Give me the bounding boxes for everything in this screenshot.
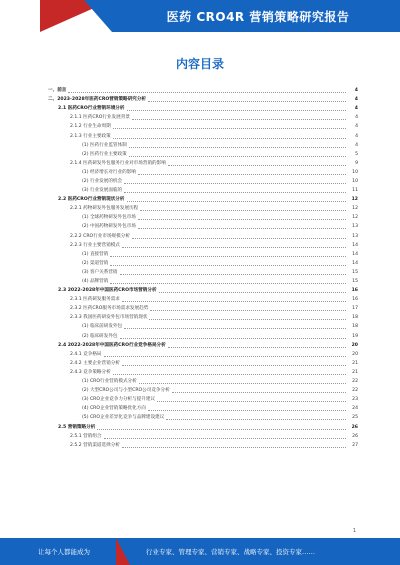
toc-entry[interactable] <box>48 404 358 413</box>
toc-entry[interactable] <box>48 332 358 341</box>
toc-entry-page: 18 <box>352 324 358 330</box>
toc-entry[interactable] <box>48 222 358 231</box>
toc-entry-page: 18 <box>352 315 358 321</box>
toc-entry-label: 2.1.4 医药研发外包服务行业对市场营销的影响 <box>70 160 166 166</box>
toc-leader-dots <box>168 165 346 166</box>
toc-leader-dots <box>132 238 346 239</box>
toc-entry-label: 2.2.3 行业主要营销模式 <box>70 242 120 248</box>
toc-entry[interactable] <box>48 386 358 395</box>
toc-entry[interactable] <box>48 350 358 359</box>
toc-entry-page: 4 <box>355 142 358 148</box>
toc-heading: 内容目录 <box>175 57 224 71</box>
toc-entry-label: 2.1.2 行业生命周期 <box>70 124 111 130</box>
toc-leader-dots <box>166 419 346 420</box>
toc-leader-dots <box>129 156 346 157</box>
toc-entry-page: 12 <box>352 215 358 221</box>
toc-entry[interactable] <box>48 204 358 213</box>
toc-entry-page: 23 <box>352 397 358 403</box>
toc-leader-dots <box>139 383 346 384</box>
toc-entry-label: (1) 医药行业监管体制 <box>82 142 127 148</box>
toc-entry-label: (3) 客户关系营销 <box>82 269 118 275</box>
toc-entry-label: (4) 品牌营销 <box>82 279 109 285</box>
toc-leader-dots <box>138 228 346 229</box>
toc-entry-label: 2.2 医药CRO行业营销现状分析 <box>58 197 125 203</box>
toc-leader-dots <box>159 292 346 293</box>
toc-leader-dots <box>127 201 347 202</box>
toc-leader-dots <box>120 274 346 275</box>
page-number: 1 <box>352 528 356 534</box>
toc-leader-dots <box>124 183 346 184</box>
toc-entry-page: 14 <box>352 260 358 266</box>
toc-entry[interactable] <box>48 213 358 222</box>
toc-entry-page: 12 <box>352 206 358 212</box>
toc-entry-label: (2) 大型CRO公司与小型CRO公司竞争分析 <box>82 388 170 394</box>
toc-entry[interactable] <box>48 86 358 95</box>
toc-entry-label: (1) 全球药物研发外包市场 <box>82 215 136 221</box>
toc-entry-label: 2.1 医药CRO行业营销环境分析 <box>58 106 125 112</box>
table-of-contents <box>48 86 358 450</box>
toc-leader-dots <box>104 438 346 439</box>
toc-entry[interactable] <box>48 377 358 386</box>
toc-entry-label: (3) CRO企业竞争力分析与提升建议 <box>82 397 156 403</box>
toc-entry[interactable] <box>48 341 358 350</box>
toc-entry-label: (5) CRO企业差异化竞争与品牌建设建议 <box>82 415 165 421</box>
report-title: 医药 CRO4R 营销策略研究报告 <box>166 10 350 24</box>
toc-leader-dots <box>168 347 346 348</box>
toc-entry[interactable] <box>48 113 358 122</box>
toc-entry-label: 2.2.2 CRO行业市场规模分析 <box>70 233 130 239</box>
toc-entry[interactable] <box>48 104 358 113</box>
toc-entry[interactable] <box>48 159 358 168</box>
toc-leader-dots <box>110 283 346 284</box>
toc-entry-label: 2.4.1 竞争格局 <box>70 351 102 357</box>
toc-entry-label: (4) CRO企业营销策略优化方向 <box>82 406 146 412</box>
toc-leader-dots <box>113 138 346 139</box>
toc-entry-page: 26 <box>351 424 358 430</box>
toc-leader-dots <box>124 328 346 329</box>
toc-entry[interactable] <box>48 186 358 195</box>
toc-entry[interactable] <box>48 141 358 150</box>
toc-entry-label: 2.3.1 医药研发服务需求 <box>70 297 120 303</box>
toc-leader-dots <box>122 247 346 248</box>
toc-entry-label: (2) 渠道营销 <box>82 260 109 266</box>
footer-red-accent <box>116 538 130 565</box>
toc-leader-dots <box>140 210 346 211</box>
toc-entry-page: 13 <box>352 224 358 230</box>
toc-entry-label: 二、2023-2028年医药CRO营销策略研究分析 <box>48 97 147 103</box>
toc-entry-page: 17 <box>352 306 358 312</box>
toc-entry[interactable] <box>48 232 358 241</box>
toc-entry-label: (2) 中国药物研发外包市场 <box>82 224 136 230</box>
toc-entry-page: 4 <box>354 88 358 94</box>
toc-entry-label: (2) 行业发展的机会 <box>82 178 123 184</box>
toc-entry-label: 2.1.1 医药CRO行业发展背景 <box>70 115 130 121</box>
toc-entry-page: 22 <box>352 388 358 394</box>
toc-entry-page: 21 <box>352 369 358 375</box>
toc-entry-label: (1) 临床前研发外包 <box>82 324 123 330</box>
toc-entry-label: 2.2.1 药物研发外包服务发展历程 <box>70 206 139 212</box>
toc-entry-page: 12 <box>351 197 358 203</box>
toc-entry-label: (1) CRO行业营销模式分析 <box>82 379 137 385</box>
toc-leader-dots <box>104 356 346 357</box>
toc-entry-page: 11 <box>352 188 358 194</box>
toc-leader-dots <box>132 119 346 120</box>
toc-entry-page: 21 <box>352 360 358 366</box>
toc-entry[interactable] <box>48 241 358 250</box>
toc-entry[interactable] <box>48 259 358 268</box>
toc-entry-page: 27 <box>352 442 358 448</box>
toc-entry[interactable] <box>48 150 358 159</box>
toc-entry[interactable] <box>48 195 358 204</box>
toc-entry-label: 一、前言 <box>48 88 67 94</box>
toc-leader-dots <box>149 319 346 320</box>
toc-entry[interactable] <box>48 168 358 177</box>
toc-leader-dots <box>150 310 346 311</box>
toc-entry-page: 16 <box>352 297 358 303</box>
toc-leader-dots <box>148 410 346 411</box>
toc-entry[interactable] <box>48 122 358 131</box>
page-header <box>0 0 400 32</box>
toc-entry-label: (2) 临床研发外包 <box>82 333 118 339</box>
toc-entry-page: 19 <box>352 333 358 339</box>
toc-entry-page: 24 <box>352 406 358 412</box>
toc-entry-page: 4 <box>354 106 358 112</box>
toc-leader-dots <box>122 365 346 366</box>
toc-entry[interactable] <box>48 295 358 304</box>
toc-entry-label: 2.4.2 主要企业营销分析 <box>70 360 120 366</box>
toc-entry-label: 2.4.3 竞争策略分析 <box>70 369 111 375</box>
toc-entry-label: 2.5 营销策略分析 <box>58 424 96 430</box>
toc-leader-dots <box>97 429 346 430</box>
toc-entry[interactable] <box>48 368 358 377</box>
toc-leader-dots <box>120 338 346 339</box>
toc-entry-label: 2.5.1 营销组合 <box>70 433 102 439</box>
toc-leader-dots <box>148 101 346 102</box>
toc-entry[interactable] <box>48 277 358 286</box>
toc-entry-label: 2.4 2022-2028年中国医药CRO行业竞争格局分析 <box>58 342 166 348</box>
toc-leader-dots <box>129 147 346 148</box>
toc-leader-dots <box>110 265 346 266</box>
toc-entry-label: (2) 医药行业主要政策 <box>82 151 127 157</box>
toc-entry[interactable] <box>48 422 358 431</box>
footer-slogan-left: 让每个人都能成为 <box>38 548 90 556</box>
toc-entry-page: 4 <box>355 133 358 139</box>
footer-slogan-right: 行业专家、管理专家、营销专家、战略专家、投资专家…… <box>146 548 315 556</box>
toc-entry[interactable] <box>48 441 358 450</box>
toc-entry-page: 10 <box>352 178 358 184</box>
toc-entry-page: 5 <box>355 151 358 157</box>
toc-entry-page: 20 <box>352 351 358 357</box>
toc-entry-label: 2.5.2 营销渠道选择分析 <box>70 442 120 448</box>
toc-entry-page: 26 <box>352 433 358 439</box>
toc-entry-page: 4 <box>355 124 358 130</box>
toc-leader-dots <box>157 401 346 402</box>
header-blue-slant <box>84 0 112 32</box>
toc-entry-page: 9 <box>355 160 358 166</box>
toc-entry-page: 10 <box>352 169 358 175</box>
toc-leader-dots <box>110 256 346 257</box>
toc-leader-dots <box>127 110 347 111</box>
toc-entry[interactable] <box>48 432 358 441</box>
toc-entry-label: (3) 行业发展面临的 <box>82 188 123 194</box>
toc-entry[interactable] <box>48 322 358 331</box>
toc-entry-label: 2.3.3 我国医药研发外包市场营销现状 <box>70 315 148 321</box>
toc-leader-dots <box>172 392 346 393</box>
toc-entry-label: 2.3 2022-2028年中国医药CRO市场营销分析 <box>58 288 157 294</box>
toc-entry[interactable] <box>48 286 358 295</box>
toc-entry[interactable] <box>48 313 358 322</box>
toc-entry-page: 14 <box>352 251 358 257</box>
toc-entry[interactable] <box>48 95 358 104</box>
toc-leader-dots <box>138 219 346 220</box>
toc-leader-dots <box>113 128 346 129</box>
toc-leader-dots <box>113 374 346 375</box>
toc-leader-dots <box>68 92 346 93</box>
toc-entry-page: 14 <box>352 242 358 248</box>
toc-entry-page: 4 <box>355 115 358 121</box>
toc-entry-page: 25 <box>352 415 358 421</box>
toc-entry-label: 2.3.2 医药CRO服务市场需求发展趋势 <box>70 306 149 312</box>
toc-entry-label: (1) 直接营销 <box>82 251 109 257</box>
toc-entry-page: 20 <box>351 342 358 348</box>
toc-entry[interactable] <box>48 359 358 368</box>
toc-leader-dots <box>124 192 346 193</box>
toc-entry[interactable] <box>48 268 358 277</box>
toc-entry-page: 22 <box>352 379 358 385</box>
toc-entry-page: 16 <box>351 288 358 294</box>
page-footer <box>0 538 400 565</box>
toc-leader-dots <box>122 301 346 302</box>
toc-entry[interactable] <box>48 131 358 140</box>
toc-entry-page: 4 <box>354 97 358 103</box>
toc-entry-label: (1) 经济增长对行业的影响 <box>82 169 136 175</box>
toc-entry-page: 15 <box>352 269 358 275</box>
toc-entry-label: 2.1.3 行业主要政策 <box>70 133 111 139</box>
toc-entry[interactable] <box>48 177 358 186</box>
toc-leader-dots <box>122 447 346 448</box>
toc-entry[interactable] <box>48 304 358 313</box>
toc-entry[interactable] <box>48 395 358 404</box>
toc-entry-page: 13 <box>352 233 358 239</box>
toc-leader-dots <box>138 174 346 175</box>
toc-entry[interactable] <box>48 250 358 259</box>
toc-entry[interactable] <box>48 413 358 422</box>
toc-entry-page: 15 <box>352 279 358 285</box>
